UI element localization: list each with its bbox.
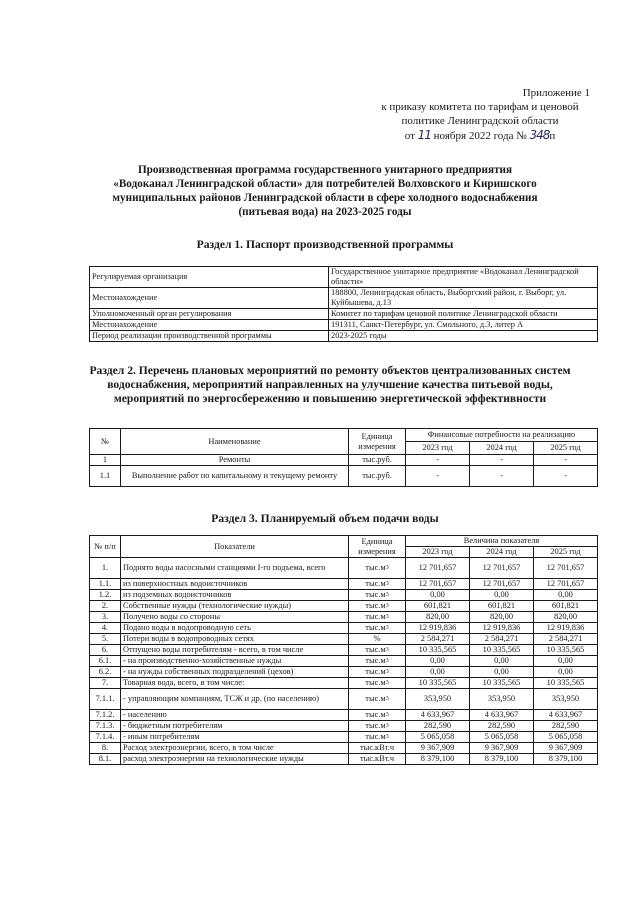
table-row <box>90 721 598 732</box>
unit-superscript: 3 <box>385 581 389 587</box>
indicator-name: - иным потребителям <box>121 732 349 743</box>
order-suffix: п <box>549 130 556 142</box>
col-num-header: № <box>90 429 121 455</box>
row-number: 4. <box>90 623 121 634</box>
date-day-handwritten: 11 <box>417 128 431 142</box>
unit-superscript: 3 <box>385 603 389 609</box>
row-number: 1. <box>90 558 121 579</box>
table-row <box>90 645 598 656</box>
unit-text: тыс.м <box>365 612 386 621</box>
col-y3-header: 2025 год <box>534 442 598 455</box>
unit-text: тыс.м <box>365 601 386 610</box>
value-y3: 12 919,836 <box>534 623 598 634</box>
unit-superscript: 3 <box>385 669 389 675</box>
unit-cell <box>349 590 406 601</box>
table-row <box>90 678 598 689</box>
row-number: 7.1.4. <box>90 732 121 743</box>
value-y3: 8 379,100 <box>534 754 598 765</box>
value-y2: 12 701,657 <box>470 558 534 579</box>
row-number: 5. <box>90 634 121 645</box>
unit-cell <box>349 623 406 634</box>
value-y1: 4 633,967 <box>406 710 470 721</box>
table-row <box>90 623 598 634</box>
col-fin-header: Финансовые потребности на реализацию <box>406 429 598 442</box>
col-y2-header: 2024 год <box>470 547 534 558</box>
appendix-line-2: к приказу комитета по тарифам и ценовой <box>381 101 579 113</box>
indicator-name: из поверхностных водоисточников <box>121 579 349 590</box>
passport-key: Период реализации производственной программы <box>90 331 329 342</box>
unit-superscript: 3 <box>385 625 389 631</box>
table-row <box>90 689 598 710</box>
table-row <box>90 743 598 754</box>
col-val-header: Величина показателя <box>406 536 598 547</box>
measure-num: 1.1 <box>90 466 121 487</box>
value-y1: 9 367,909 <box>406 743 470 754</box>
value-y1: 10 335,565 <box>406 645 470 656</box>
value-y3: 10 335,565 <box>534 678 598 689</box>
row-number: 6. <box>90 645 121 656</box>
col-y3-header: 2025 год <box>534 547 598 558</box>
table-row <box>90 579 598 590</box>
unit-cell <box>349 689 406 710</box>
value-y2: 8 379,100 <box>470 754 534 765</box>
table-row <box>90 331 598 342</box>
value-y2: 601,821 <box>470 601 534 612</box>
value-y1: 10 335,565 <box>406 678 470 689</box>
table-row <box>90 455 598 466</box>
value-y3: 0,00 <box>534 667 598 678</box>
row-number: 6.2. <box>90 667 121 678</box>
table-row <box>90 558 598 579</box>
value-y2: 10 335,565 <box>470 645 534 656</box>
unit-text: тыс.м <box>365 656 386 665</box>
value-y2: 12 701,657 <box>470 579 534 590</box>
table-row <box>90 320 598 331</box>
unit-text: тыс.м <box>365 710 386 719</box>
value-y3: 5 065,058 <box>534 732 598 743</box>
table-row <box>90 309 598 320</box>
appendix-date-line <box>360 128 600 143</box>
unit-cell <box>349 667 406 678</box>
table-row <box>90 267 598 288</box>
value-y3: 820,00 <box>534 612 598 623</box>
value-y2: 2 584,271 <box>470 634 534 645</box>
unit-text: тыс.м <box>365 721 386 730</box>
measure-name: Ремонты <box>121 455 349 466</box>
indicator-name: Собственные нужды (технологические нужды) <box>121 601 349 612</box>
program-title: Производственная программа государственного унитарного предприятия «Водоканал Ленинградской области» для потребителей Волховского и Киришского муниципальных районов Ленинградской области в сфере холодного водоснабжения (питьевая вода) на 2023-2025 годы <box>112 164 538 218</box>
passport-key: Уполномоченный орган регулирования <box>90 309 329 320</box>
measures-table <box>89 428 598 487</box>
col-y1-header: 2023 год <box>406 442 470 455</box>
value-y1: 8 379,100 <box>406 754 470 765</box>
table-row <box>90 754 598 765</box>
row-number: 7.1.3. <box>90 721 121 732</box>
value-y1: 0,00 <box>406 590 470 601</box>
unit-superscript: 3 <box>385 723 389 729</box>
unit-superscript: 3 <box>385 614 389 620</box>
passport-value: Государственное унитарное предприятие «Водоканал Ленинградской области» <box>329 267 598 288</box>
passport-key: Местонахождение <box>90 288 329 309</box>
col-y1-header: 2023 год <box>406 547 470 558</box>
value-y2: 820,00 <box>470 612 534 623</box>
passport-value: Комитет по тарифам ценовой политике Ленинградской области <box>329 309 598 320</box>
unit-cell <box>349 678 406 689</box>
row-number: 1.1. <box>90 579 121 590</box>
unit-text: тыс.м <box>365 579 386 588</box>
row-number: 3. <box>90 612 121 623</box>
value-y1: 282,590 <box>406 721 470 732</box>
unit-cell <box>349 612 406 623</box>
col-unit-header: Единица измерения <box>349 429 406 455</box>
indicator-name: Поднято воды насосными станциями I-го подъема, всего <box>121 558 349 579</box>
unit-text: тыс.м <box>365 563 386 572</box>
measure-y2: - <box>470 466 534 487</box>
row-number: 7.1.2. <box>90 710 121 721</box>
unit-cell <box>349 645 406 656</box>
value-y1: 5 065,058 <box>406 732 470 743</box>
indicator-name: Потери воды в водопроводных сетях <box>121 634 349 645</box>
indicator-name: - бюджетным потребителям <box>121 721 349 732</box>
indicator-name: Отпущено воды потребителям - всего, в том числе <box>121 645 349 656</box>
unit-superscript: 3 <box>385 647 389 653</box>
value-y2: 10 335,565 <box>470 678 534 689</box>
unit-cell <box>349 656 406 667</box>
col-name-header: Наименование <box>121 429 349 455</box>
table-row <box>90 732 598 743</box>
date-prefix: от <box>404 130 415 142</box>
value-y3: 12 701,657 <box>534 579 598 590</box>
col-num-header: № п/п <box>90 536 121 558</box>
measure-num: 1 <box>90 455 121 466</box>
value-y1: 353,950 <box>406 689 470 710</box>
value-y2: 282,590 <box>470 721 534 732</box>
indicator-name: Расход электроэнергии, всего, в том числе <box>121 743 349 754</box>
unit-text: тыс.м <box>365 623 386 632</box>
unit-text: тыс.кВт.ч <box>359 754 395 763</box>
unit-superscript: 3 <box>385 658 389 664</box>
measure-unit: тыс.руб. <box>349 466 406 487</box>
date-rest: ноября 2022 года № <box>433 130 527 142</box>
indicator-name: - управляющим компаниям, ТСЖ и др. (по населению) <box>121 689 349 710</box>
col-y2-header: 2024 год <box>470 442 534 455</box>
value-y3: 10 335,565 <box>534 645 598 656</box>
value-y2: 12 919,836 <box>470 623 534 634</box>
value-y1: 2 584,271 <box>406 634 470 645</box>
value-y2: 0,00 <box>470 590 534 601</box>
table-row <box>90 288 598 309</box>
unit-superscript: 3 <box>385 565 389 571</box>
unit-text: тыс.м <box>365 732 386 741</box>
measure-y1: - <box>406 466 470 487</box>
value-y3: 12 701,657 <box>534 558 598 579</box>
measure-y3: - <box>534 466 598 487</box>
value-y1: 0,00 <box>406 667 470 678</box>
table-row <box>90 634 598 645</box>
value-y2: 353,950 <box>470 689 534 710</box>
row-number: 2. <box>90 601 121 612</box>
unit-cell <box>349 634 406 645</box>
appendix-block <box>360 86 600 143</box>
value-y3: 9 367,909 <box>534 743 598 754</box>
section1-heading: Раздел 1. Паспорт производственной программы <box>196 238 454 251</box>
indicator-name: из подземных водоисточников <box>121 590 349 601</box>
section2-heading: Раздел 2. Перечень плановых мероприятий по ремонту объектов централизованных систем водоснабжения, мероприятий направленных на улучшение качества питьевой воды, мероприятий по энергосбережению и повышению энергетической эффективности <box>89 364 571 405</box>
section3-heading: Раздел 3. Планируемый объем подачи воды <box>211 512 439 525</box>
value-y3: 601,821 <box>534 601 598 612</box>
unit-text: тыс.м <box>365 678 386 687</box>
unit-text: % <box>373 634 381 643</box>
unit-cell <box>349 721 406 732</box>
value-y3: 2 584,271 <box>534 634 598 645</box>
indicator-name: - на производственно-хозяйственные нужды <box>121 656 349 667</box>
unit-cell <box>349 732 406 743</box>
col-unit-header: Единица измерения <box>349 536 406 558</box>
value-y2: 9 367,909 <box>470 743 534 754</box>
unit-cell <box>349 743 406 754</box>
unit-text: тыс.кВт.ч <box>359 743 395 752</box>
unit-superscript: 3 <box>385 696 389 702</box>
unit-cell <box>349 710 406 721</box>
indicator-name: Получено воды со стороны <box>121 612 349 623</box>
unit-text: тыс.м <box>365 645 386 654</box>
value-y3: 282,590 <box>534 721 598 732</box>
table-row <box>90 466 598 487</box>
row-number: 6.1. <box>90 656 121 667</box>
passport-value: 188800, Ленинградская область, Выборгский район, г. Выборг, ул. Куйбышева, д.13 <box>329 288 598 309</box>
value-y3: 0,00 <box>534 656 598 667</box>
measure-name: Выполнение работ по капитальному и текущему ремонту <box>121 466 349 487</box>
value-y3: 353,950 <box>534 689 598 710</box>
row-number: 8. <box>90 743 121 754</box>
value-y1: 12 701,657 <box>406 558 470 579</box>
table-row <box>90 710 598 721</box>
unit-text: тыс.м <box>365 694 386 703</box>
row-number: 8.1. <box>90 754 121 765</box>
col-name-header: Показатели <box>121 536 349 558</box>
appendix-line-3: политике Ленинградской области <box>401 115 559 127</box>
passport-value: 2023-2025 годы <box>329 331 598 342</box>
indicator-name: расход электроэнергии на технологические нужды <box>121 754 349 765</box>
unit-superscript: 3 <box>385 680 389 686</box>
appendix-line-1: Приложение 1 <box>522 87 590 99</box>
value-y2: 0,00 <box>470 656 534 667</box>
indicator-name: - населению <box>121 710 349 721</box>
row-number: 7. <box>90 678 121 689</box>
unit-text: тыс.м <box>365 667 386 676</box>
unit-cell <box>349 579 406 590</box>
passport-key: Местонахождение <box>90 320 329 331</box>
value-y1: 12 919,836 <box>406 623 470 634</box>
passport-value: 191311, Санкт-Петербург, ул. Смольного, д.3, литер А <box>329 320 598 331</box>
passport-table <box>89 266 598 342</box>
passport-key: Регулируемая организация <box>90 267 329 288</box>
unit-cell <box>349 558 406 579</box>
table-row <box>90 612 598 623</box>
measure-y3: - <box>534 455 598 466</box>
order-number-handwritten: 348 <box>529 128 550 142</box>
measure-unit: тыс.руб. <box>349 455 406 466</box>
unit-superscript: 3 <box>385 712 389 718</box>
unit-superscript: 3 <box>385 734 389 740</box>
measure-y2: - <box>470 455 534 466</box>
indicator-name: Подано воды в водопроводную сеть <box>121 623 349 634</box>
value-y1: 601,821 <box>406 601 470 612</box>
value-y2: 4 633,967 <box>470 710 534 721</box>
water-supply-table <box>89 535 598 765</box>
measure-y1: - <box>406 455 470 466</box>
table-row <box>90 590 598 601</box>
value-y1: 820,00 <box>406 612 470 623</box>
unit-text: тыс.м <box>365 590 386 599</box>
unit-cell <box>349 754 406 765</box>
table-row <box>90 601 598 612</box>
value-y2: 0,00 <box>470 667 534 678</box>
value-y1: 12 701,657 <box>406 579 470 590</box>
table-row <box>90 656 598 667</box>
indicator-name: Товарная вода, всего, в том числе: <box>121 678 349 689</box>
row-number: 7.1.1. <box>90 689 121 710</box>
value-y1: 0,00 <box>406 656 470 667</box>
value-y3: 0,00 <box>534 590 598 601</box>
value-y2: 5 065,058 <box>470 732 534 743</box>
indicator-name: - на нужды собственных подразделений (цехов) <box>121 667 349 678</box>
value-y3: 4 633,967 <box>534 710 598 721</box>
table-row <box>90 667 598 678</box>
unit-cell <box>349 601 406 612</box>
row-number: 1.2. <box>90 590 121 601</box>
unit-superscript: 3 <box>385 592 389 598</box>
